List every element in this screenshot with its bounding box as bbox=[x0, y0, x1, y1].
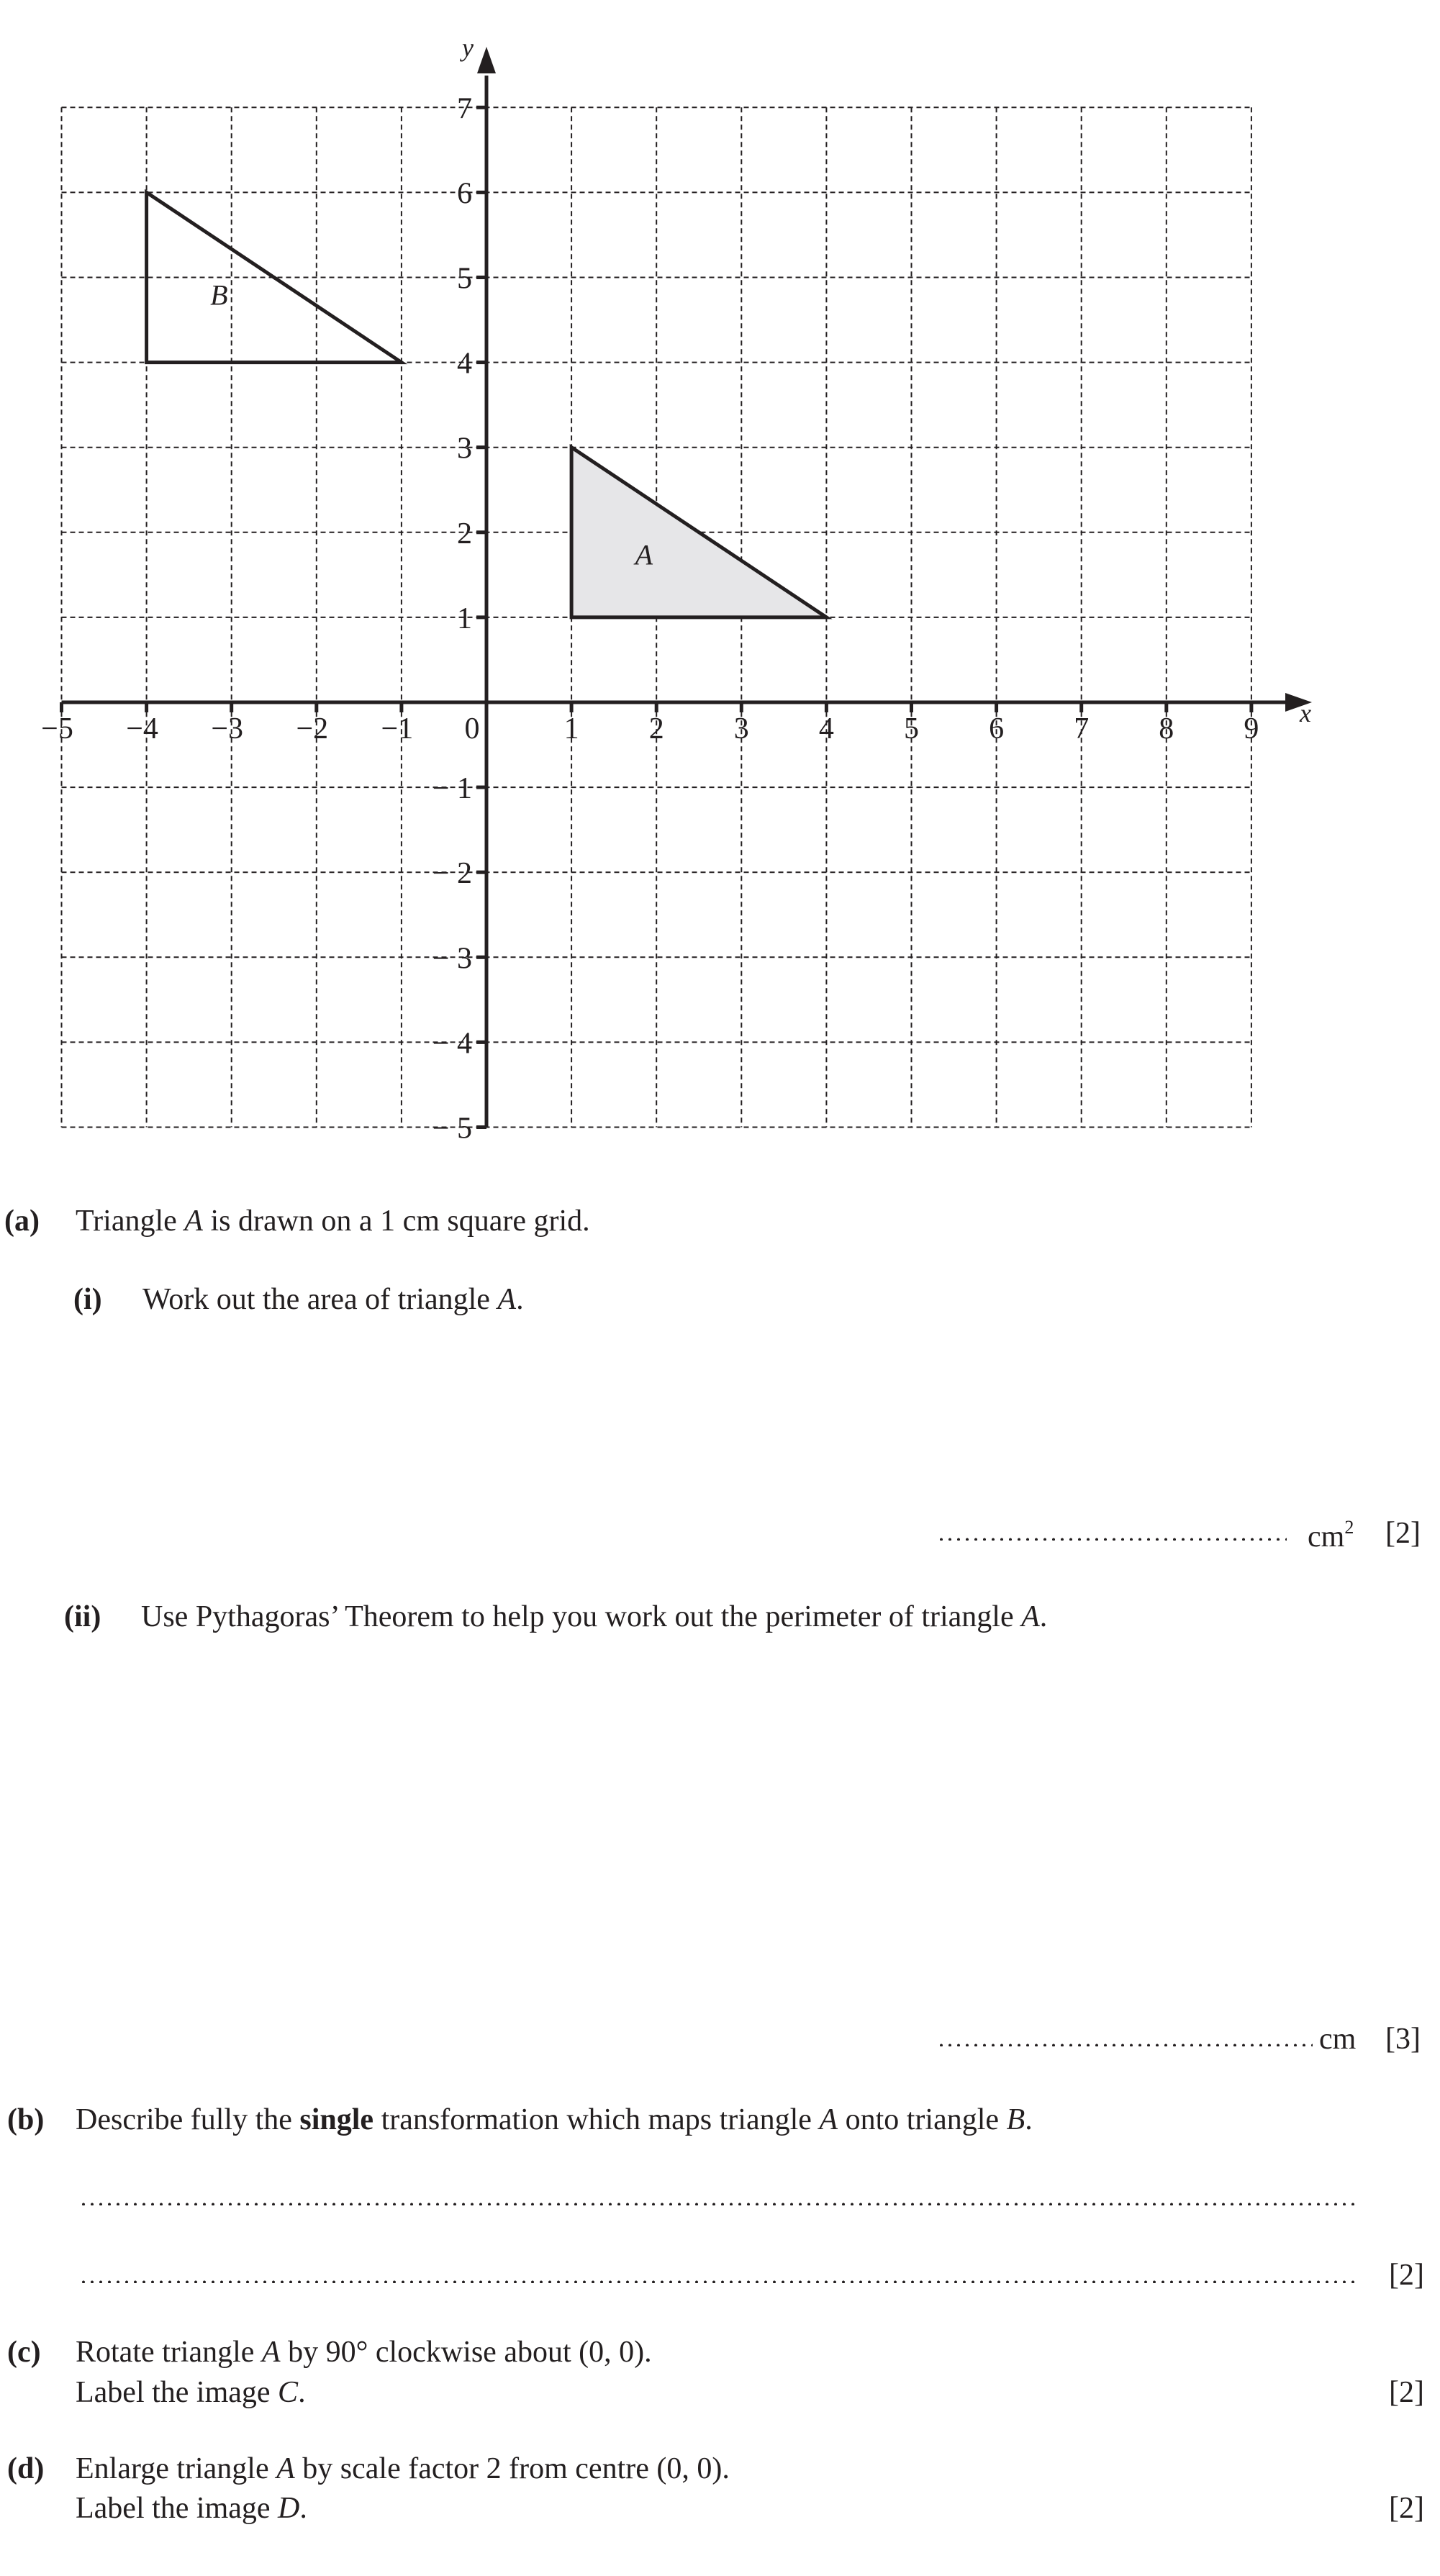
x-tick-label: 5 bbox=[904, 712, 919, 745]
question-c-line1: Rotate triangle A by 90° clockwise about (0, 0). bbox=[76, 2336, 652, 2369]
question-b-label: (b) bbox=[7, 2103, 45, 2136]
y-tick-label: − 3 bbox=[432, 942, 472, 976]
question-label: (a) bbox=[4, 1205, 40, 1238]
x-tick-label: 9 bbox=[1244, 712, 1259, 745]
marks-a-i: [2] bbox=[1385, 1517, 1421, 1550]
marks-a-ii: [3] bbox=[1385, 2023, 1421, 2056]
question-a-text: Triangle A is drawn on a 1 cm square grid. bbox=[76, 1205, 590, 1238]
triangle-var: A bbox=[184, 1205, 203, 1238]
triangle-label-b: B bbox=[210, 278, 228, 312]
emphasis-single: single bbox=[299, 2103, 374, 2136]
answer-unit-a-ii: cm bbox=[1319, 2023, 1357, 2056]
x-tick-label: 6 bbox=[989, 712, 1005, 745]
y-tick-label: 3 bbox=[457, 432, 472, 466]
x-tick-label: 4 bbox=[818, 712, 834, 745]
coordinate-grid bbox=[0, 0, 1440, 1180]
question-a-i-label: (i) bbox=[73, 1283, 102, 1316]
y-axis-label: y bbox=[462, 33, 474, 62]
x-tick-label: −4 bbox=[126, 712, 158, 745]
question-b-text: Describe fully the single transformation which maps triangle A onto triangle B. bbox=[76, 2103, 1033, 2136]
question-a bbox=[4, 1206, 40, 1236]
question-a-ii-text: Use Pythagoras’ Theorem to help you work out the perimeter of triangle A. bbox=[141, 1600, 1048, 1633]
x-tick-label: −2 bbox=[296, 712, 329, 745]
y-tick-label: 2 bbox=[457, 517, 472, 550]
question-c-label: (c) bbox=[7, 2336, 41, 2369]
x-tick-label: 1 bbox=[563, 712, 579, 745]
y-tick-label: − 2 bbox=[432, 857, 472, 891]
y-tick-label: − 1 bbox=[432, 772, 472, 806]
x-tick-label: 3 bbox=[733, 712, 749, 745]
triangle-label-a: A bbox=[635, 538, 653, 571]
marks-c: [2] bbox=[1389, 2376, 1424, 2409]
x-tick-label: −1 bbox=[381, 712, 414, 745]
x-tick-label: 2 bbox=[648, 712, 664, 745]
y-axis-arrow-icon bbox=[477, 47, 496, 73]
marks-d: [2] bbox=[1389, 2492, 1424, 2525]
question-d-line1: Enlarge triangle A by scale factor 2 from centre (0, 0). bbox=[76, 2452, 730, 2485]
y-tick-label: 6 bbox=[457, 177, 472, 211]
y-tick-label: 5 bbox=[457, 262, 472, 296]
question-d-label: (d) bbox=[7, 2452, 45, 2485]
answer-unit-a-i: $cm^2$ bbox=[1308, 1517, 1354, 1554]
question-a-ii-label: (ii) bbox=[64, 1600, 101, 1633]
question-c-line2: Label the image C. bbox=[76, 2376, 306, 2409]
question-a-i-text: Work out the area of triangle A. bbox=[142, 1283, 524, 1316]
y-tick-label: − 5 bbox=[432, 1112, 472, 1146]
y-tick-label: 4 bbox=[457, 347, 472, 381]
x-tick-label: 7 bbox=[1074, 712, 1090, 745]
answer-line-a-ii[interactable] bbox=[937, 2044, 1313, 2046]
answer-line-a-i[interactable] bbox=[937, 1538, 1287, 1541]
x-tick-label: 8 bbox=[1159, 712, 1174, 745]
origin-label: 0 bbox=[464, 712, 480, 745]
y-tick-label: 1 bbox=[457, 602, 472, 635]
answer-line-b-2[interactable] bbox=[79, 2280, 1359, 2283]
question-d-line2: Label the image D. bbox=[76, 2492, 307, 2525]
x-tick-label: −5 bbox=[41, 712, 73, 745]
x-tick-label: −3 bbox=[211, 712, 244, 745]
y-tick-label: − 4 bbox=[432, 1027, 472, 1061]
x-axis-label: x bbox=[1300, 699, 1311, 727]
y-tick-label: 7 bbox=[457, 92, 472, 126]
answer-line-b-1[interactable] bbox=[79, 2203, 1359, 2205]
marks-b: [2] bbox=[1389, 2259, 1424, 2292]
